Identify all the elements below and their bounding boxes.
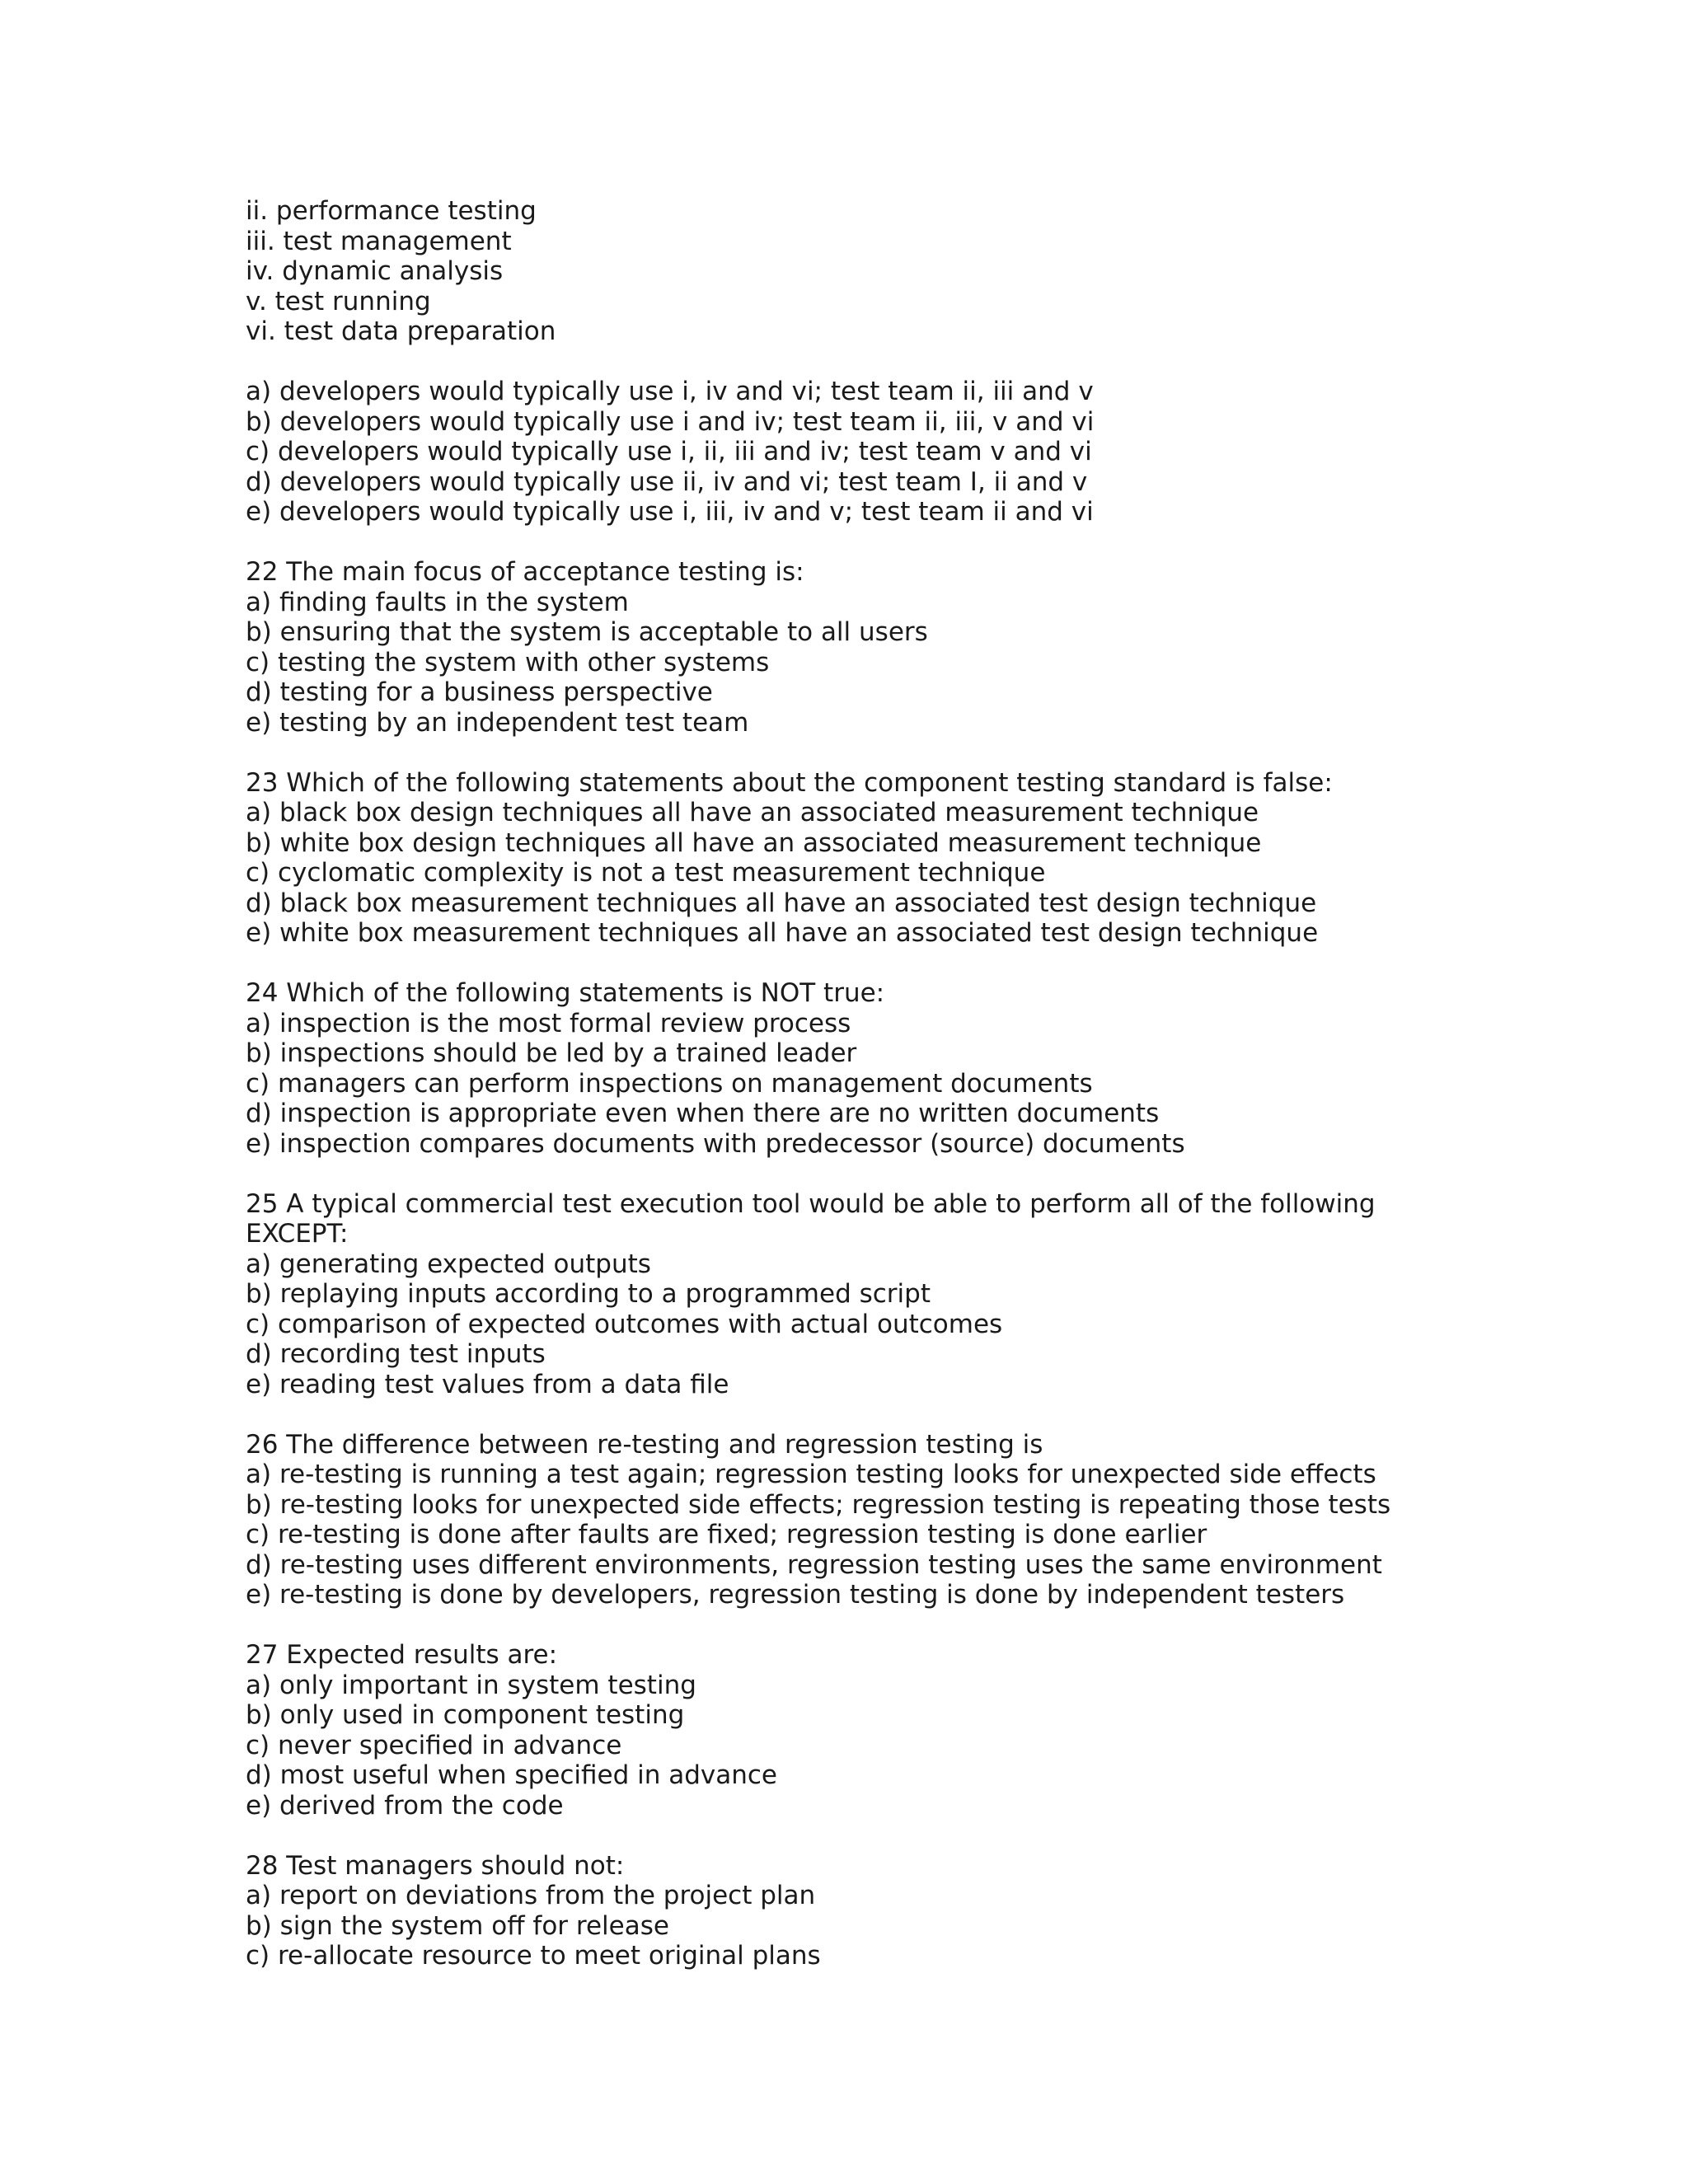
question-text: 23 Which of the following statements about the component testing standard is false: [246, 767, 1333, 798]
tool-item: v. test running [246, 286, 431, 316]
spacer [246, 1821, 1482, 1851]
answer-option: b) sign the system off for release [246, 1910, 669, 1941]
answer-option: c) never specified in advance [246, 1730, 622, 1760]
question-text: 27 Expected results are: [246, 1640, 558, 1670]
tool-item: ii. performance testing [246, 196, 537, 226]
answer-option: d) inspection is appropriate even when there are no written documents [246, 1099, 1160, 1128]
question-text: EXCEPT: [246, 1219, 349, 1249]
answer-option: e) re-testing is done by developers, regression testing is done by independent testers [246, 1580, 1345, 1610]
question-text: 24 Which of the following statements is NOT true: [246, 978, 885, 1008]
answer-option: e) developers would typically use i, iii, iv and v; test team ii and vi [246, 497, 1094, 527]
answer-option: b) replaying inputs according to a programmed script [246, 1279, 931, 1309]
question-25 [246, 1189, 1482, 1400]
answer-option: e) white box measurement techniques all have an associated test design technique [246, 918, 1319, 948]
answer-option: a) report on deviations from the project plan [246, 1881, 816, 1910]
question-text: 26 The difference between re-testing and regression testing is [246, 1429, 1043, 1460]
answer-option: b) white box design techniques all have an associated measurement technique [246, 827, 1262, 858]
answer-option: e) reading test values from a data file [246, 1369, 729, 1399]
answer-option: a) black box design techniques all have an associated measurement technique [246, 798, 1259, 827]
question-text: 28 Test managers should not: [246, 1850, 625, 1881]
answer-option: e) derived from the code [246, 1790, 564, 1821]
answer-option: a) developers would typically use i, iv and vi; test team ii, iii and v [246, 377, 1094, 406]
spacer [246, 1610, 1482, 1641]
answer-option: e) inspection compares documents with predecessor (source) documents [246, 1128, 1185, 1159]
answer-option: c) cyclomatic complexity is not a test measurement technique [246, 858, 1046, 888]
answer-option: a) generating expected outputs [246, 1249, 651, 1279]
answer-option: b) developers would typically use i and iv; test team ii, iii, v and vi [246, 406, 1095, 437]
tool-item: vi. test data preparation [246, 316, 556, 346]
document-page [246, 196, 1482, 1971]
answer-option: a) only important in system testing [246, 1670, 696, 1700]
answer-option: d) testing for a business perspective [246, 677, 713, 707]
question-text: 25 A typical commercial test execution tool would be able to perform all of the following [246, 1188, 1376, 1219]
answer-option: e) testing by an independent test team [246, 707, 749, 738]
question-21-continuation [246, 196, 1482, 527]
answer-option: c) re-testing is done after faults are fixed; regression testing is done earlier [246, 1520, 1207, 1549]
answer-option: b) ensuring that the system is acceptable to all users [246, 617, 928, 647]
question-22 [246, 557, 1482, 738]
answer-option: c) testing the system with other systems [246, 647, 770, 677]
question-text: 22 The main focus of acceptance testing is: [246, 557, 804, 587]
answer-option: c) comparison of expected outcomes with actual outcomes [246, 1309, 1003, 1339]
question-23 [246, 768, 1482, 949]
answer-option: a) re-testing is running a test again; regression testing looks for unexpected side effects [246, 1460, 1376, 1489]
answer-option: b) re-testing looks for unexpected side effects; regression testing is repeating those tests [246, 1489, 1391, 1520]
answer-option: d) black box measurement techniques all have an associated test design technique [246, 888, 1317, 918]
answer-option: d) re-testing uses different environments, regression testing uses the same environment [246, 1549, 1382, 1580]
answer-option: a) finding faults in the system [246, 587, 629, 617]
spacer [246, 527, 1482, 558]
answer-option: c) re-allocate resource to meet original plans [246, 1941, 821, 1971]
question-24 [246, 978, 1482, 1159]
tool-item: iv. dynamic analysis [246, 256, 504, 286]
question-27 [246, 1640, 1482, 1821]
answer-option: d) developers would typically use ii, iv and vi; test team I, ii and v [246, 466, 1088, 497]
answer-option: c) managers can perform inspections on management documents [246, 1068, 1093, 1099]
answer-option: d) most useful when specified in advance [246, 1760, 778, 1790]
spacer [246, 1399, 1482, 1430]
spacer [246, 738, 1482, 768]
spacer [246, 1159, 1482, 1189]
spacer [246, 949, 1482, 979]
question-28 [246, 1851, 1482, 1971]
spacer [246, 347, 1482, 377]
answer-option: b) only used in component testing [246, 1700, 685, 1730]
tool-item: iii. test management [246, 226, 512, 256]
answer-option: b) inspections should be led by a trained leader [246, 1038, 857, 1068]
answer-option: a) inspection is the most formal review process [246, 1008, 851, 1038]
answer-option: d) recording test inputs [246, 1339, 546, 1369]
question-26 [246, 1430, 1482, 1610]
answer-option: c) developers would typically use i, ii, iii and iv; test team v and vi [246, 437, 1092, 466]
